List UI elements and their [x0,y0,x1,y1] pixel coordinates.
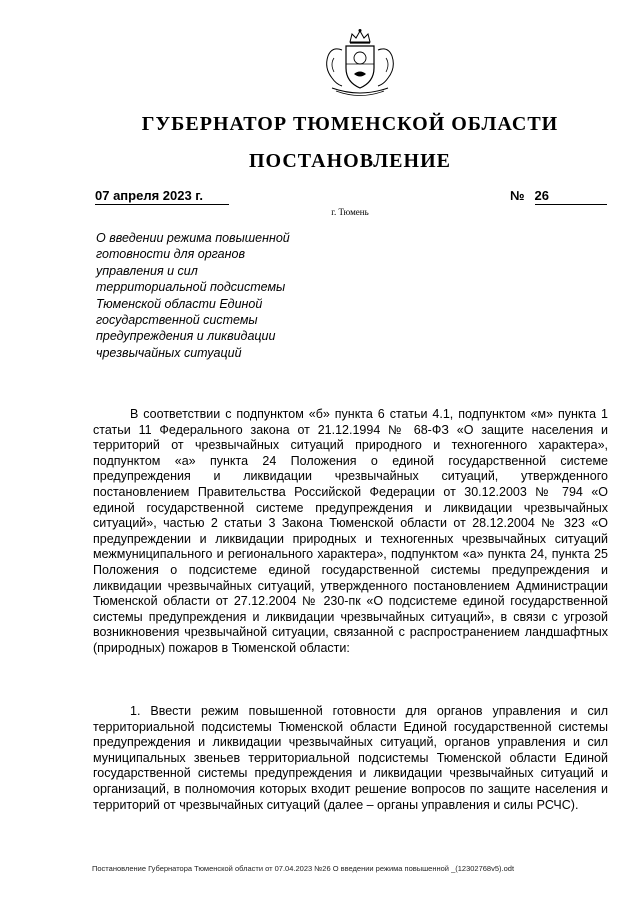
subject-line: предупреждения и ликвидации [96,329,276,344]
subject-line: управления и сил [96,263,198,278]
subject-line: О введении режима повышенной [96,231,290,245]
number-value: 26 [535,188,607,205]
subject-line: чрезвычайных ситуаций [96,345,242,360]
document-footer: Постановление Губернатора Тюменской области от 07.04.2023 №26 О введении режима повышенной _(12302768v5).odt [92,864,515,873]
tyumen-region-coat-of-arms-icon [312,28,408,96]
document-type-heading: ПОСТАНОВЛЕНИЕ [249,150,451,172]
city-label: г. Тюмень [331,207,369,217]
preamble-paragraph: В соответствии с подпунктом «б» пункта 6 статьи 4.1, подпунктом «м» пункта 1 статьи 11 Федерального закона от 21.12.1994 № 68-ФЗ «О защите населения и территорий от чрезвычайных ситуаций природного и техногенного характера», подпунктом «а» пункта 24 Положения о единой государственной системе предупреждения и ликвидации чрезвычайных ситуаций, утвержденного постановлением Правительства Российской Федерации от 30.12.2003 № 794 «О единой государственной системе предупреждения и ликвидации чрезвычайных ситуаций», частью 2 статьи 3 Закона Тюменской области от 28.12.2004 № 323 «О предупреждении и ликвидации природных и техногенных чрезвычайных ситуаций межмуниципального и регионального характера», подпунктом «а» пункта 24, пункта 25 Положения о подсистеме единой государственной системы предупреждения и ликвидации чрезвычайных ситуаций, утвержденного постановлением Администрации Тюменской области от 27.12.2004 № 230-пк «О подсистеме единой государственной системы предупреждения и ликвидации чрезвычайных ситуаций», в связи с угрозой возникновения чрезвычайной ситуации, связанной с распространением ландшафтных (природных) пожаров в Тюменской области: [93,407,608,655]
subject-line: территориальной подсистемы [96,280,286,295]
clause-1-paragraph: 1. Ввести режим повышенной готовности для органов управления и сил территориальной подсистемы Тюменской области Единой государственной системы предупреждения и ликвидации чрезвычайных ситуаций, органов управления и сил муниципальных звеньев территориальной подсистемы Тюменской области Единой государственной системы предупреждения и ликвидации чрезвычайных ситуаций и организаций, в полномочия которых входит решение вопросов по защите населения и территорий от чрезвычайных ситуаций (далее – органы управления и силы РСЧС). [93,704,608,812]
document-number [510,188,607,205]
subject-line: готовности для органов [96,247,245,262]
subject-line: государственной системы [96,313,258,328]
number-sign: № [510,188,525,203]
document-date: 07 апреля 2023 г. [95,188,229,205]
issuing-authority-heading: ГУБЕРНАТОР ТЮМЕНСКОЙ ОБЛАСТИ [141,113,559,135]
document-subject [96,230,321,361]
subject-line: Тюменской области Единой [96,296,263,311]
